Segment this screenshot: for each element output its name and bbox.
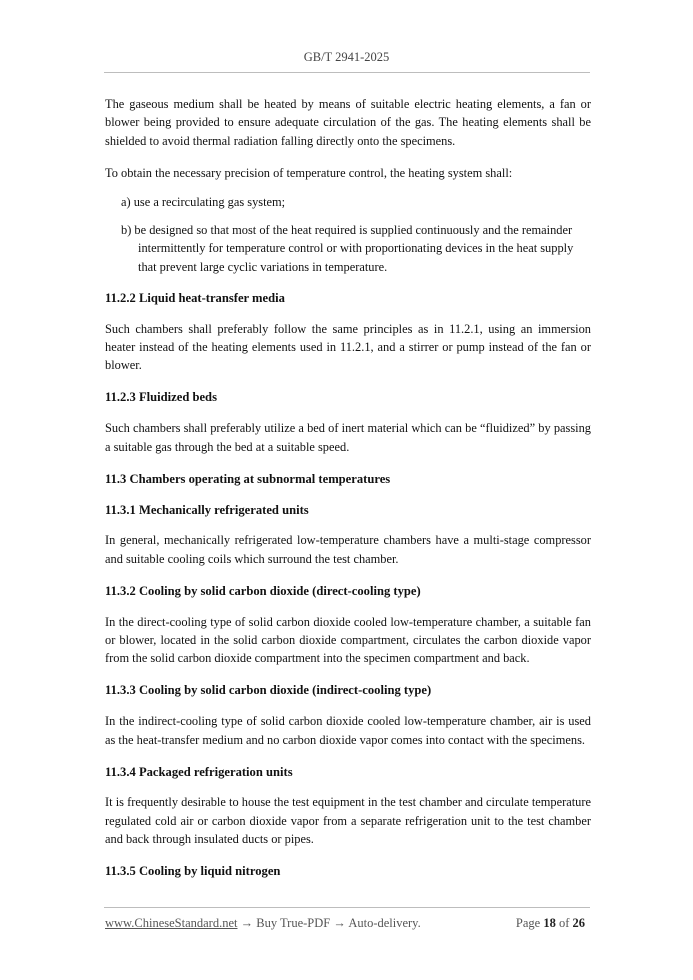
site-link[interactable]: www.ChineseStandard.net (105, 916, 238, 930)
document-id: GB/T 2941-2025 (303, 50, 390, 64)
section-heading-11-2-2: 11.2.2 Liquid heat-transfer media (105, 290, 285, 305)
delivery-text: Auto-delivery. (348, 916, 421, 930)
document-body (105, 95, 591, 893)
paragraph: To obtain the necessary precision of temperature control, the heating system shall: (105, 165, 513, 180)
paragraph: In the direct-cooling type of solid carbon dioxide cooled low-temperature chamber, a suitable fan or blower, located in the solid carbon dioxide compartment, circulates the carbon dioxide vapor from the solid carbon dioxide compartment into the specimen compartment and back. (105, 614, 591, 666)
section-heading-11-3-2: 11.3.2 Cooling by solid carbon dioxide (direct-cooling type) (105, 583, 421, 598)
list-item-b: b) be designed so that most of the heat required is supplied continuously and the remainder intermittently for temperature control or with proportionating devices in the heat supply that prevent large cyclic variations in temperature. (121, 223, 574, 274)
footer-divider (104, 907, 590, 908)
list-item-a: a) use a recirculating gas system; (121, 194, 286, 209)
paragraph: In the indirect-cooling type of solid carbon dioxide cooled low-temperature chamber, air is used as the heat-transfer medium and no carbon dioxide vapor comes into contact with the specimens. (105, 714, 591, 747)
of-label: of (558, 916, 570, 930)
section-heading-11-3-3: 11.3.3 Cooling by solid carbon dioxide (indirect-cooling type) (105, 683, 432, 698)
page-header (0, 50, 693, 65)
page-label: Page (515, 916, 541, 930)
arrow-right-icon: → (333, 916, 346, 930)
header-divider (104, 72, 590, 73)
paragraph: Such chambers shall preferably follow the same principles as in 11.2.1, using an immersion heater instead of the heating elements used in 11.2.1, and a stirrer or pump instead of the fan or blower. (105, 321, 591, 373)
total-pages: 26 (572, 916, 585, 930)
section-heading-11-3-4: 11.3.4 Packaged refrigeration units (105, 764, 293, 779)
paragraph: Such chambers shall preferably utilize a bed of inert material which can be “fluidized” by passing a suitable gas through the bed at a suitable speed. (105, 421, 591, 454)
current-page: 18 (543, 916, 556, 930)
section-heading-11-3-1: 11.3.1 Mechanically refrigerated units (105, 502, 309, 517)
page-footer (105, 916, 591, 931)
paragraph: It is frequently desirable to house the test equipment in the test chamber and circulate temperature regulated cold air or carbon dioxide vapor from a separate refrigeration unit to the test chamber and back through insulated ducts or pipes. (105, 795, 591, 847)
section-heading-11-3-5: 11.3.5 Cooling by liquid nitrogen (105, 864, 281, 879)
page-number (516, 916, 585, 931)
paragraph: In general, mechanically refrigerated low-temperature chambers have a multi-stage compressor and suitable cooling coils which surround the test chamber. (105, 533, 591, 566)
paragraph: The gaseous medium shall be heated by means of suitable electric heating elements, a fan or blower being provided to ensure adequate circulation of the gas. The heating elements shall be shielded to avoid thermal radiation falling directly onto the specimens. (105, 97, 591, 148)
arrow-right-icon: → (240, 916, 254, 930)
section-heading-11-3: 11.3 Chambers operating at subnormal temperatures (105, 471, 391, 486)
section-heading-11-2-3: 11.2.3 Fluidized beds (105, 390, 217, 405)
buy-pdf-text: Buy True-PDF (256, 916, 331, 930)
